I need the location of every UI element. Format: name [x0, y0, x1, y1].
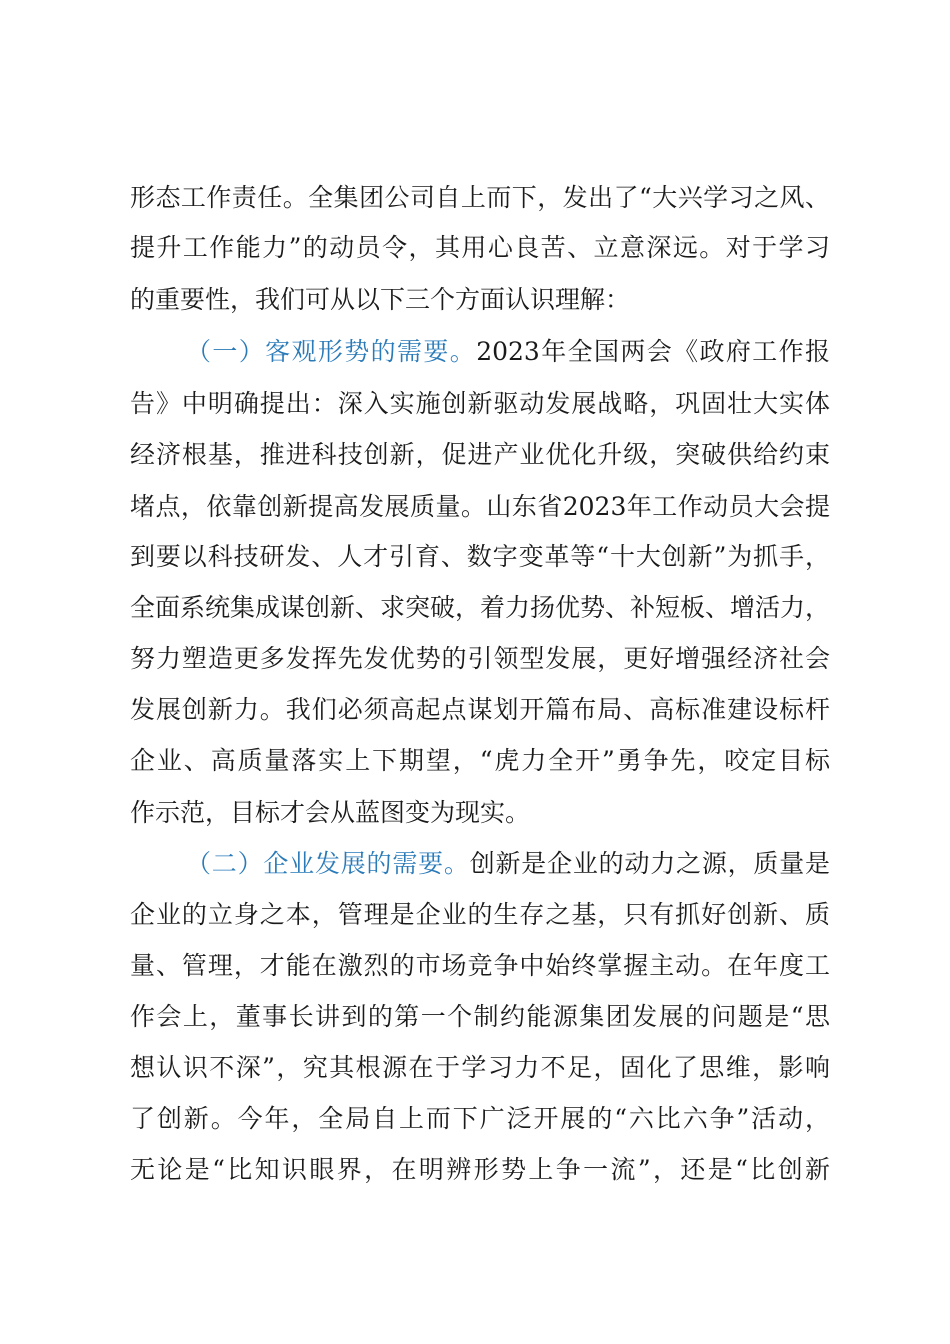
text-line: 作示范，目标才会从蓝图变为现实。 — [130, 798, 531, 827]
text-line: 经济根基，推进科技创新，促进产业优化升级，突破供给约束 — [130, 440, 830, 469]
text-line: 量、管理，才能在激烈的市场竞争中始终掌握主动。在年度工 — [130, 951, 830, 980]
section-1-first-line — [186, 334, 830, 370]
text-line: 到要以科技研发、人才引育、数字变革等“十大创新”为抓手， — [130, 542, 830, 571]
text-line: 想认识不深”，究其根源在于学习力不足，固化了思维，影响 — [130, 1053, 830, 1082]
text-line: 无论是“比知识眼界，在明辨形势上争一流”，还是“比创新 — [130, 1155, 830, 1184]
text-line: 告》中明确提出：深入实施创新驱动发展战略，巩固壮大实体 — [130, 389, 830, 418]
section-2-first-line — [186, 846, 830, 882]
text-line: 努力塑造更多发挥先发优势的引领型发展，更好增强经济社会 — [130, 644, 830, 673]
section-1-text: 2023年全国两会《政府工作报 — [476, 337, 830, 366]
text-line: 的重要性，我们可从以下三个方面认识理解： — [130, 285, 631, 314]
text-line: 提升工作能力”的动员令，其用心良苦、立意深远。对于学习 — [130, 233, 830, 262]
text-line: 企业的立身之本，管理是企业的生存之基，只有抓好创新、质 — [130, 900, 830, 929]
section-1-heading: （一）客观形势的需要。 — [186, 337, 477, 366]
text-line: 堵点，依靠创新提高发展质量。山东省2023年工作动员大会提 — [130, 492, 830, 521]
section-2-heading: （二）企业发展的需要。 — [186, 849, 470, 878]
text-line: 了创新。今年，全局自上而下广泛开展的“六比六争”活动， — [130, 1104, 830, 1133]
text-line: 企业、高质量落实上下期望，“虎力全开”勇争先，咬定目标 — [130, 746, 830, 775]
section-2-text: 创新是企业的动力之源，质量是 — [469, 849, 830, 878]
text-line: 作会上，董事长讲到的第一个制约能源集团发展的问题是“思 — [130, 1002, 830, 1031]
text-line: 形态工作责任。全集团公司自上而下，发出了“大兴学习之风、 — [130, 183, 830, 212]
text-line: 发展创新力。我们必须高起点谋划开篇布局、高标准建设标杆 — [130, 695, 830, 724]
text-line: 全面系统集成谋创新、求突破，着力扬优势、补短板、增活力， — [130, 593, 831, 622]
